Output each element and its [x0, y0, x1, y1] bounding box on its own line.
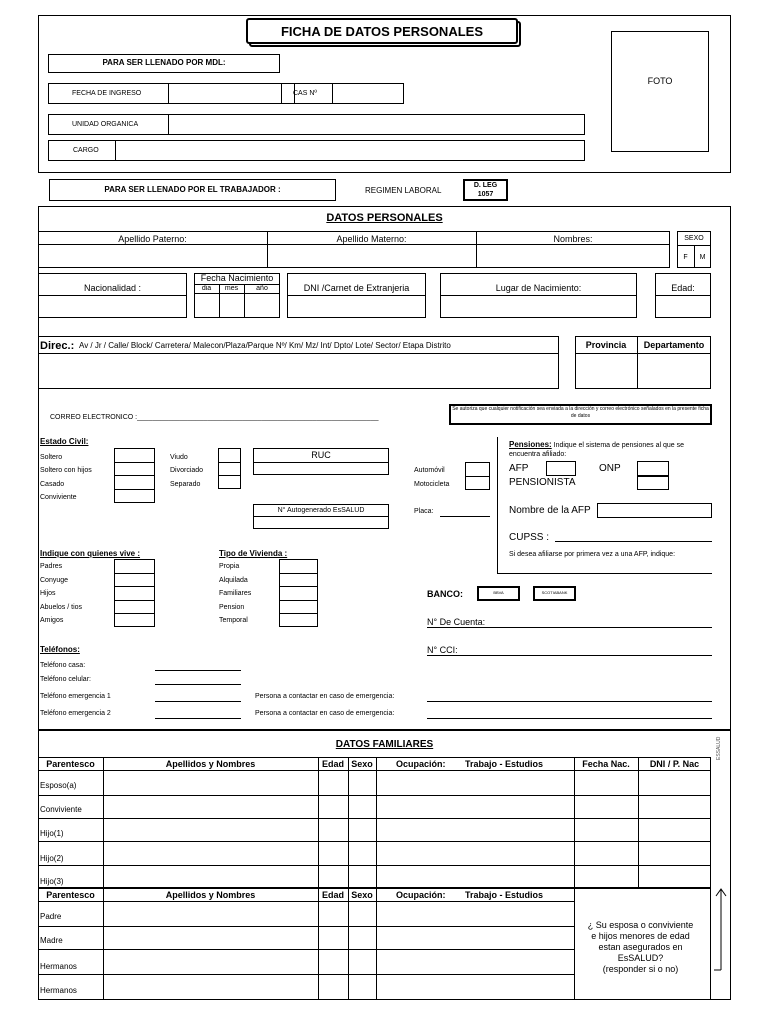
telefonos-title: Teléfonos: — [40, 645, 80, 654]
edad-label: Edad: — [671, 283, 695, 293]
row-hermanos-2: Hermanos — [40, 986, 77, 995]
cuenta-label: N° De Cuenta: — [427, 617, 486, 627]
contacto2-field[interactable] — [427, 718, 712, 719]
t2-header-apellidos: Apellidos y Nombres — [165, 890, 256, 900]
banco-bbva-label: BBVA — [493, 590, 504, 595]
departamento-label: Departamento — [643, 340, 705, 350]
sexo-f-option[interactable]: F — [683, 254, 688, 261]
vive-abuelos: Abuelos / tios — [40, 604, 83, 611]
lugar-nac-field[interactable] — [441, 296, 636, 317]
motocicleta-label: Motocicleta — [414, 481, 450, 488]
t2-header-ocupacion: Ocupación: — [396, 890, 446, 900]
telefono-emergencia1-label: Teléfono emergencia 1 — [40, 693, 111, 700]
dni-field[interactable] — [288, 296, 425, 317]
apellido-paterno-label: Apellido Paterno: — [118, 234, 187, 244]
banco-label: BANCO: — [427, 589, 463, 599]
pensiones-text — [509, 440, 714, 459]
datos-personales-title: DATOS PERSONALES — [326, 212, 443, 224]
autogenerado-label: N° Autogenerado EsSALUD — [277, 507, 365, 514]
fecha-nac-field[interactable] — [195, 294, 279, 317]
telefono-casa-field[interactable] — [155, 670, 241, 671]
pensiones-desc1: Indique el sistema de pensiones al que se — [551, 442, 684, 449]
familiares-side-label: ESSALUD — [716, 736, 722, 760]
essalud-question-line-2: e hijos menores de edad — [591, 931, 690, 941]
vive-conyuge: Conyuge — [40, 577, 69, 584]
cupss-field[interactable] — [555, 541, 712, 542]
contacto1-field[interactable] — [427, 701, 712, 702]
telefono-celular-field[interactable] — [155, 684, 241, 685]
estado-viudo: Viudo — [170, 454, 188, 461]
telefono-casa-label: Teléfono casa: — [40, 662, 86, 669]
placa-field[interactable] — [440, 516, 490, 517]
departamento-field[interactable] — [638, 354, 710, 388]
estado-separado: Separado — [170, 481, 201, 488]
telefono-celular-label: Teléfono celular: — [40, 676, 91, 683]
sexo-m-option[interactable]: M — [699, 254, 706, 261]
estado-civil-title: Estado Civil: — [40, 437, 89, 446]
dni-label: DNI /Carnet de Extranjeria — [303, 283, 410, 293]
row-madre: Madre — [40, 936, 63, 945]
direccion-label: Direc.: — [40, 340, 75, 352]
estado-casado: Casado — [40, 481, 65, 488]
provincia-label: Provincia — [585, 340, 627, 350]
banco-scotiabank-label: SCOTIABANK — [541, 590, 568, 595]
nacionalidad-label: Nacionalidad : — [83, 283, 142, 293]
essalud-question-line-5: (responder si o no) — [602, 964, 679, 974]
vive-padres: Padres — [40, 563, 63, 570]
cuenta-field[interactable] — [427, 627, 712, 628]
row-hijo3: Hijo(3) — [40, 877, 64, 886]
dleg-label: D. LEG — [473, 182, 498, 189]
t2-header-edad: Edad — [321, 890, 344, 900]
familiares-table-1 — [38, 757, 711, 888]
nombres-field[interactable] — [477, 245, 669, 267]
anio-label: año — [256, 285, 268, 292]
estado-civil-checkboxes-2[interactable] — [218, 448, 241, 489]
apellido-paterno-field[interactable] — [39, 245, 266, 267]
afp-nota: Si desea afiliarse por primera vez a una AFP, indique: — [509, 551, 676, 558]
t1-header-dni: DNI / P. Nac — [649, 759, 700, 769]
row-padre: Padre — [40, 912, 62, 921]
trabajador-label: PARA SER LLENADO POR EL TRABAJADOR : — [104, 185, 281, 194]
direccion-desc: Av / Jr / Calle/ Block/ Carretera/ Malecon/Plaza/Parque Nº/ Km/ Mz/ Int/ Dpto/ Lote/ Sector/ Etapa Distrito — [79, 341, 451, 350]
row-esposo: Esposo(a) — [40, 781, 77, 790]
vivienda-pension: Pension — [219, 604, 245, 611]
sexo-label: SEXO — [684, 235, 704, 242]
dleg-number: 1057 — [477, 191, 494, 198]
mdl-label: PARA SER LLENADO POR MDL: — [102, 58, 226, 67]
foto-label: FOTO — [647, 76, 673, 86]
provincia-field[interactable] — [576, 354, 636, 388]
telefono-emergencia2-field[interactable] — [155, 718, 241, 719]
pensionista-label: PENSIONISTA — [509, 477, 576, 488]
vive-checkboxes[interactable] — [114, 559, 155, 627]
afp-label: AFP — [509, 463, 529, 474]
cas-field[interactable] — [333, 84, 403, 103]
vivienda-familiares: Familiares — [219, 590, 252, 597]
essalud-question-line-3: estan asegurados en — [598, 942, 683, 952]
autoriza-text: Se autoriza que cualquier notificación sea enviada a la dirección y correo electrónico señalados en la presente ficha de datos — [452, 406, 709, 419]
vive-title: Indique con quienes vive : — [40, 549, 141, 558]
cci-field[interactable] — [427, 655, 712, 656]
cupss-label: CUPSS : — [509, 532, 550, 543]
ruc-label: RUC — [311, 450, 331, 460]
vive-amigos: Amigos — [40, 617, 64, 624]
t2-header-sexo: Sexo — [351, 890, 373, 900]
vive-hijos: Hijos — [40, 590, 56, 597]
estado-soltero-hijos: Soltero con hijos — [40, 467, 92, 474]
t1-header-trabajo: Trabajo - Estudios — [465, 759, 544, 769]
vivienda-title: Tipo de Vivienda : — [219, 549, 288, 558]
unidad-label: UNIDAD ORGANICA — [72, 121, 139, 128]
pensionista-checkbox[interactable] — [637, 476, 669, 490]
vivienda-checkboxes[interactable] — [279, 559, 318, 627]
apellido-materno-label: Apellido Materno: — [336, 234, 407, 244]
essalud-question-line-1: ¿ Su esposa o conviviente — [587, 920, 694, 930]
pensiones-desc2: encuentra afiliado: — [509, 451, 567, 458]
contacto1-label: Persona a contactar en caso de emergencia: — [255, 693, 395, 700]
nombre-afp-label: Nombre de la AFP — [509, 505, 591, 516]
estado-soltero: Soltero — [40, 454, 63, 461]
lugar-nac-label: Lugar de Nacimiento: — [495, 283, 582, 293]
cas-label: CAS Nº — [293, 90, 317, 97]
t1-header-parentesco: Parentesco — [46, 759, 95, 769]
t1-header-ocupacion: Ocupación: — [396, 759, 446, 769]
fecha-ingreso-label: FECHA DE INGRESO — [72, 90, 142, 97]
afp-checkbox[interactable] — [546, 461, 576, 476]
arrow-up-icon — [712, 886, 730, 972]
foto-box[interactable] — [611, 31, 709, 152]
edad-field[interactable] — [656, 296, 710, 317]
cargo-label: CARGO — [73, 147, 99, 154]
telefono-emergencia2-label: Teléfono emergencia 2 — [40, 710, 111, 717]
telefono-emergencia1-field[interactable] — [155, 701, 241, 702]
row-hijo1: Hijo(1) — [40, 829, 64, 838]
fecha-ingreso-field[interactable] — [169, 84, 294, 103]
vivienda-alquilada: Alquilada — [219, 577, 248, 584]
correo-label[interactable]: CORREO ELECTRONICO :______________________________________________________________ — [50, 414, 379, 421]
vivienda-propia: Propia — [219, 563, 240, 570]
estado-conviviente: Conviviente — [40, 494, 77, 501]
apellido-materno-field[interactable] — [268, 245, 475, 267]
estado-divorciado: Divorciado — [170, 467, 204, 474]
contacto2-label: Persona a contactar en caso de emergencia: — [255, 710, 395, 717]
onp-checkbox[interactable] — [637, 461, 669, 476]
ruc-field[interactable] — [254, 463, 388, 474]
familiares-title: DATOS FAMILIARES — [335, 739, 434, 750]
t1-header-sexo: Sexo — [351, 759, 373, 769]
autogenerado-field[interactable] — [254, 517, 388, 528]
vivienda-temporal: Temporal — [219, 617, 248, 624]
t2-header-trabajo: Trabajo - Estudios — [465, 890, 544, 900]
cargo-field[interactable] — [116, 141, 584, 160]
page-title: FICHA DE DATOS PERSONALES — [280, 24, 483, 39]
essalud-question-line-4: EsSALUD? — [617, 953, 664, 963]
unidad-field[interactable] — [169, 115, 584, 134]
pensiones-title: Pensiones: — [509, 440, 552, 449]
row-hermanos-1: Hermanos — [40, 962, 77, 971]
nombre-afp-field[interactable] — [597, 503, 712, 518]
placa-label: Placa: — [414, 508, 434, 515]
dia-label: dia — [201, 285, 212, 292]
t2-header-parentesco: Parentesco — [46, 890, 95, 900]
t1-header-apellidos: Apellidos y Nombres — [165, 759, 256, 769]
essalud-question — [578, 920, 703, 975]
row-conviviente: Conviviente — [40, 805, 82, 814]
fecha-nac-label: Fecha Nacimiento — [200, 273, 274, 283]
t1-header-fecha: Fecha Nac. — [582, 759, 630, 769]
onp-label: ONP — [599, 463, 621, 474]
t1-header-edad: Edad — [321, 759, 344, 769]
direccion-field[interactable] — [39, 354, 558, 388]
cci-label: N° CCI: — [427, 645, 458, 655]
row-hijo2: Hijo(2) — [40, 854, 64, 863]
nombres-label: Nombres: — [553, 234, 593, 244]
nacionalidad-field[interactable] — [39, 296, 186, 317]
mes-label: mes — [224, 285, 239, 292]
automovil-label: Automóvil — [414, 467, 445, 474]
regimen-label: REGIMEN LABORAL — [365, 186, 442, 195]
